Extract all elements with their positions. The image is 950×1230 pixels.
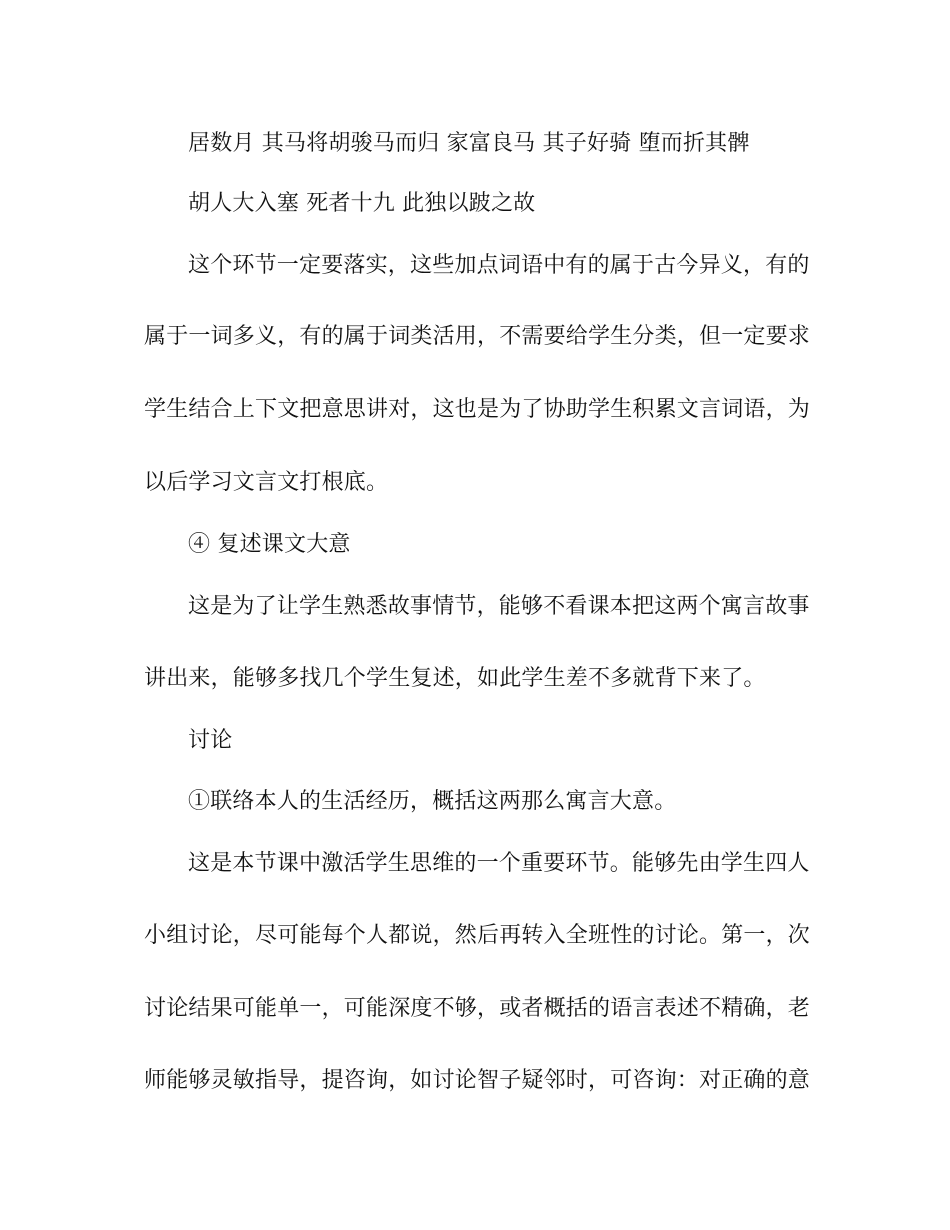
paragraph-line: 以后学习文言文打根底。 xyxy=(144,470,389,495)
paragraph-line: 这是本节课中激活学生思维的一个重要环节。能够先由学生四人 xyxy=(188,851,810,876)
paragraph-line: 这个环节一定要落实，这些加点词语中有的属于古今异义，有的 xyxy=(188,253,810,278)
section-heading: 讨论 xyxy=(188,728,233,753)
paragraph-line: 学生结合上下文把意思讲对，这也是为了协助学生积累文言词语，为 xyxy=(144,397,811,422)
paragraph-line: 属于一词多义，有的属于词类活用，不需要给学生分类，但一定要求 xyxy=(144,324,811,349)
paragraph-line: 这是为了让学生熟悉故事情节，能够不看课本把这两个寓言故事 xyxy=(188,594,810,619)
paragraph-line: 讨论结果可能单一，可能深度不够，或者概括的语言表述不精确，老 xyxy=(144,996,811,1021)
paragraph-line: 讲出来，能够多找几个学生复述，如此学生差不多就背下来了。 xyxy=(144,666,766,691)
classical-text-line-2: 胡人大入塞 死者十九 此独以跛之故 xyxy=(188,191,536,216)
section-heading: ④ 复述课文大意 xyxy=(188,532,351,557)
classical-text-line-1: 居数月 其马将胡骏马而归 家富良马 其子好骑 堕而折其髀 xyxy=(188,131,750,156)
paragraph-line: 师能够灵敏指导，提咨询，如讨论智子疑邻时，可咨询：对正确的意 xyxy=(144,1068,811,1093)
numbered-item: ①联络本人的生活经历，概括这两那么寓言大意。 xyxy=(188,789,677,814)
paragraph-line: 小组讨论，尽可能每个人都说，然后再转入全班性的讨论。第一，次 xyxy=(144,923,811,948)
